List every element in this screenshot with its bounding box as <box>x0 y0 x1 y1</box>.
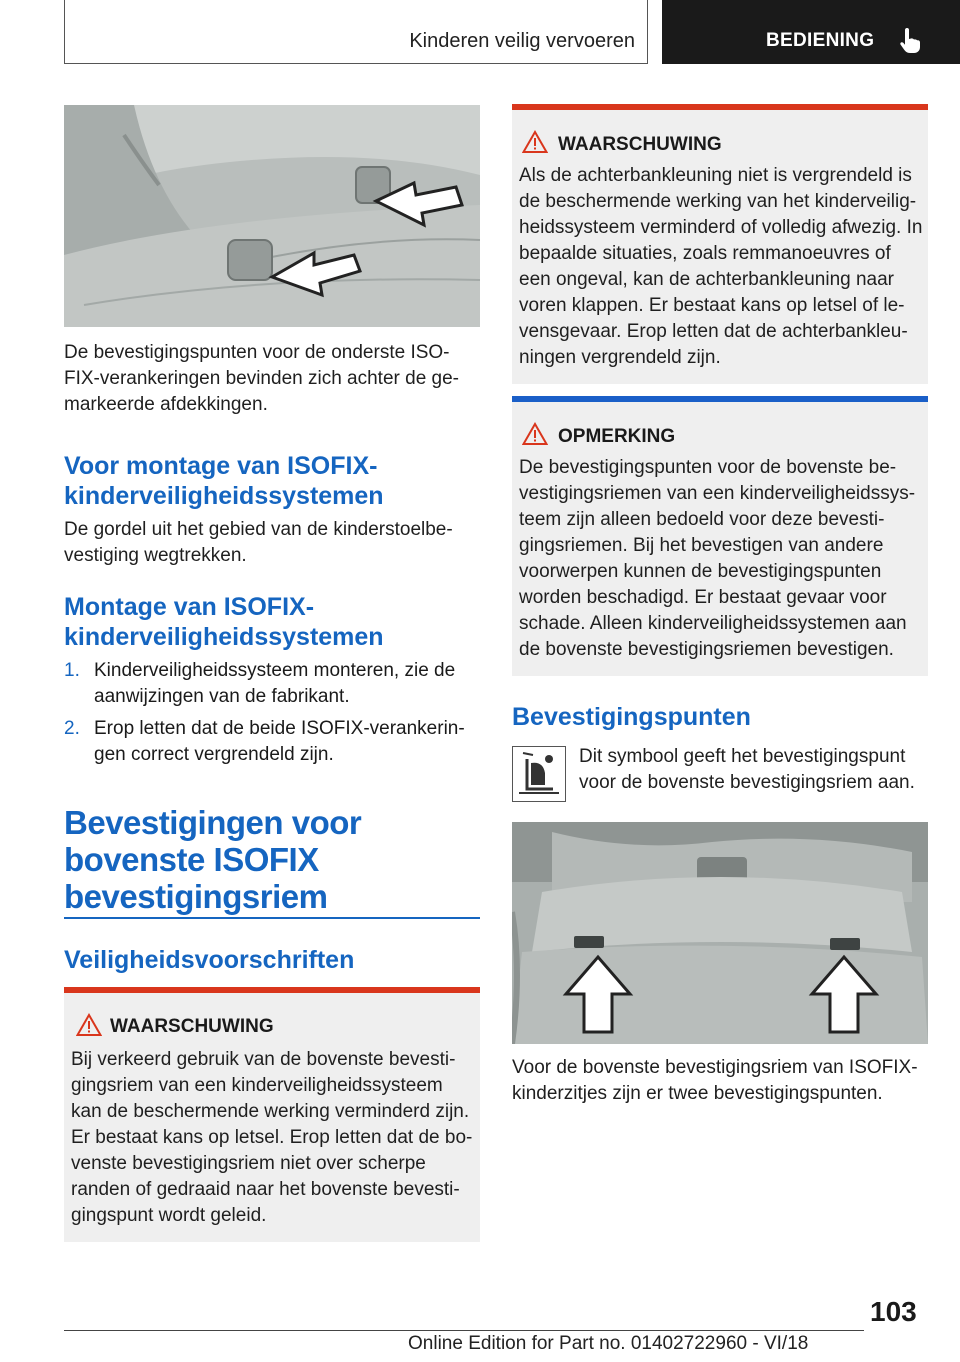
warning-triangle-icon <box>522 130 548 154</box>
step-number: 2. <box>64 718 80 739</box>
warning-text: Als de achterbankleuning niet is vergrendeld is de beschermende werking van het kinderveilig-heidssysteem verminderd of volledig afwezig. In bepaalde situaties, zoals remmanoeuvres of een ongeval, kan de achterbankleuning naar voren klappen. Er bestaat kans op letsel of le-vensgevaar. Erop letten dat de achterbankleu-ningen vergrendeld zijn. <box>519 165 923 368</box>
isofix-covers-photo <box>64 105 480 327</box>
heading-divider <box>64 917 480 919</box>
note-title: OPMERKING <box>558 426 676 447</box>
warning-color-bar <box>64 987 480 993</box>
child-seat-anchor-icon <box>512 746 566 802</box>
main-heading-top-tether: Bevestigingen voor bovenste ISOFIX bevestigingsriem <box>64 804 362 915</box>
heading-before-mounting: Voor montage van ISOFIX-kinderveiligheidssystemen <box>64 452 384 510</box>
chapter-title: BEDIENING <box>766 30 875 51</box>
warning-triangle-icon <box>76 1013 102 1037</box>
rear-shelf-anchors-photo <box>512 822 928 1044</box>
photo-caption-anchors: Voor de bovenste bevestigingsriem van ISOFIX-kinderzitjes zijn er twee bevestigingspunten. <box>512 1057 918 1104</box>
list-item <box>64 716 480 768</box>
footer-edition-text: Online Edition for Part no. 01402722960 - VI/18 <box>408 1333 809 1354</box>
note-text: De bevestigingspunten voor de bovenste be-vestigingsriemen van een kinderveiligheidssys-teem zijn alleen bedoeld voor deze bevesti-gingsriemen. Bij het bevestigen van andere voorwerpen kunnen de bevestigingspunten worden beschadigd. Er bestaat gevaar voor schade. Alleen kinderveiligheidssystemen aan de bovenste bevestigingsriemen bevestigen. <box>519 457 916 660</box>
heading-safety: Veiligheidsvoorschriften <box>64 946 355 974</box>
step-text: Erop letten dat de beide ISOFIX-verankerin-gen correct vergrendeld zijn. <box>94 718 465 765</box>
note-color-bar <box>512 396 928 402</box>
list-item <box>64 658 480 710</box>
header-chapter-box <box>662 0 960 64</box>
warning-triangle-icon <box>522 422 548 446</box>
warning-title: WAARSCHUWING <box>558 134 722 155</box>
warning-color-bar <box>512 104 928 110</box>
warning-box-right <box>512 104 928 384</box>
step-text: Kinderveiligheidssysteem monteren, zie de aanwijzingen van de fabrikant. <box>94 660 456 707</box>
anchor-symbol-text: Dit symbool geeft het bevestigingspunt voor de bovenste bevestigingsriem aan. <box>579 746 915 793</box>
before-mounting-text: De gordel uit het gebied van de kinderstoelbe-vestiging wegtrekken. <box>64 519 453 566</box>
heading-anchor-points: Bevestigingspunten <box>512 703 751 731</box>
header-section-box <box>64 0 648 64</box>
heading-mounting: Montage van ISOFIX-kinderveiligheidssystemen <box>64 593 384 651</box>
warning-text: Bij verkeerd gebruik van de bovenste bevesti-gingsriem van een kinderveiligheidssysteem kan de beschermende werking verminderd zijn. Er bestaat kans op letsel. Erop letten dat de bo-venste bevestigingsriem niet over scherpe randen of gedraaid naar het bovenste bevesti-gingspunt wordt geleid. <box>71 1049 473 1226</box>
note-box <box>512 396 928 676</box>
warning-title: WAARSCHUWING <box>110 1016 274 1037</box>
section-title: Kinderen veilig vervoeren <box>409 30 635 52</box>
warning-box-left <box>64 987 480 1242</box>
footer-divider <box>64 1330 864 1331</box>
hand-pointer-icon <box>898 26 924 54</box>
mounting-steps-list <box>64 658 480 774</box>
photo-caption-isofix: De bevestigingspunten voor de onderste ISO-FIX-verankeringen bevinden zich achter de ge-markeerde afdekkingen. <box>64 342 460 415</box>
step-number: 1. <box>64 660 80 681</box>
page-number: 103 <box>870 1296 917 1327</box>
